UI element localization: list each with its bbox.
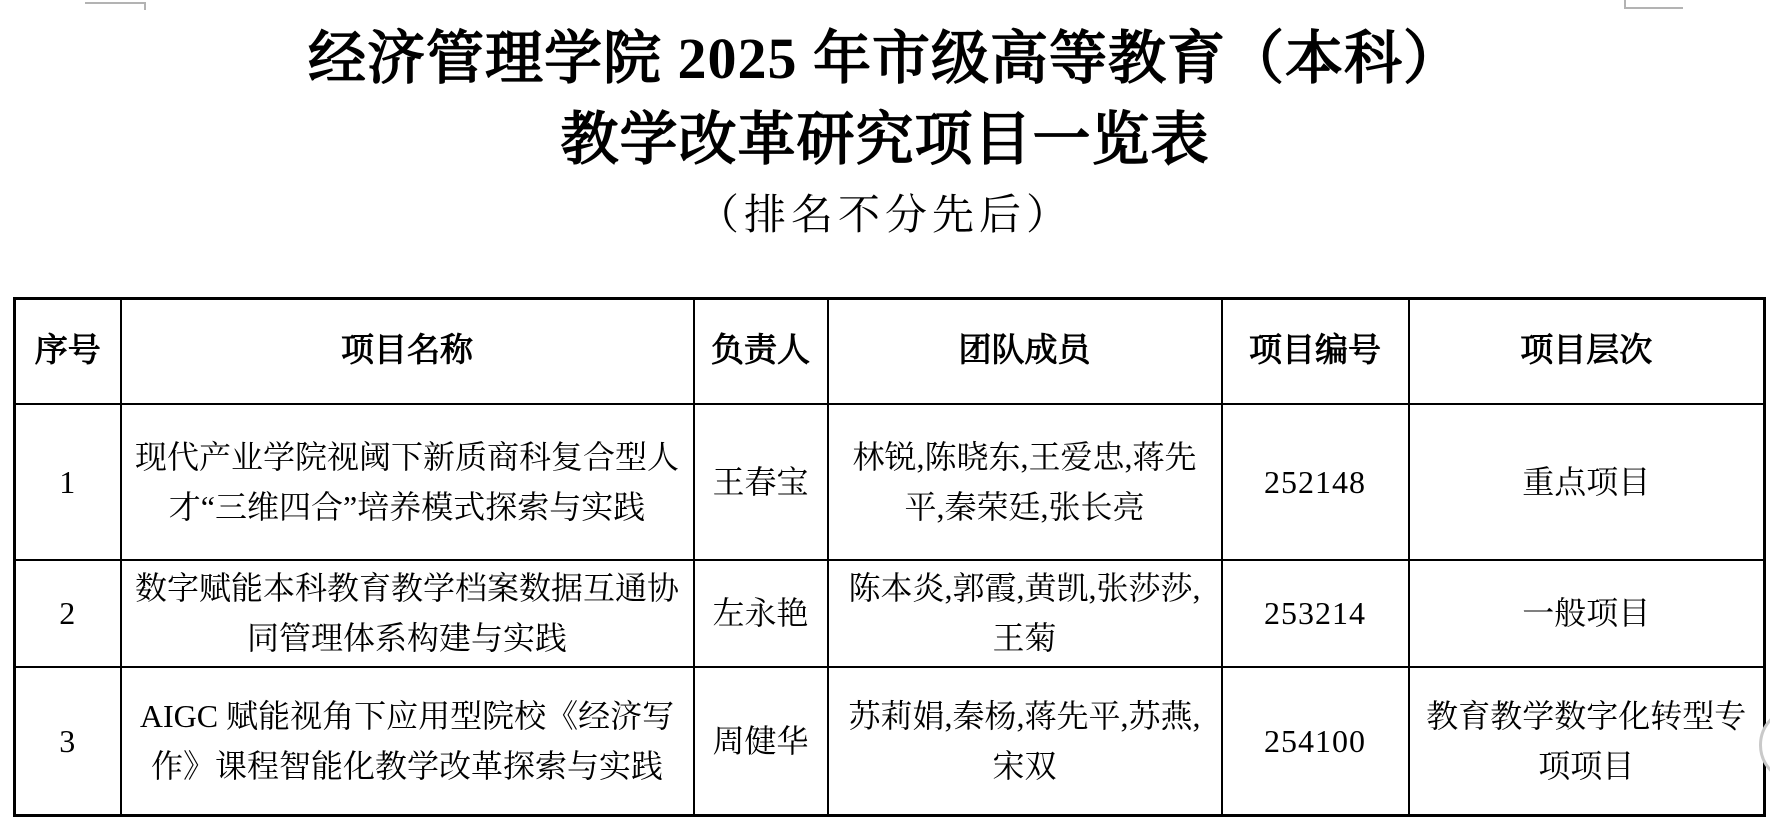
table-header-row [15, 299, 1765, 404]
cell-level: 一般项目 [1409, 560, 1765, 667]
crop-artifact-top-left [85, 2, 146, 10]
header-cell-team: 团队成员 [828, 299, 1222, 404]
document-subtitle: （排名不分先后） [696, 193, 1073, 239]
cell-project-name: 数字赋能本科教育教学档案数据互通协同管理体系构建与实践 [121, 560, 694, 667]
cell-level: 教育教学数字化转型专项项目 [1409, 667, 1765, 816]
cell-seq: 2 [15, 560, 121, 667]
title-line-2: 教学改革研究项目一览表 [560, 107, 1210, 172]
document-title [0, 0, 1770, 180]
table-row [15, 560, 1765, 667]
cell-team: 林锐,陈晓东,王爱忠,蒋先平,秦荣廷,张长亮 [828, 404, 1222, 560]
cell-project-code: 252148 [1222, 404, 1409, 560]
cell-project-code: 253214 [1222, 560, 1409, 667]
table-row [15, 667, 1765, 816]
cell-level: 重点项目 [1409, 404, 1765, 560]
cell-team: 苏莉娟,秦杨,蒋先平,苏燕,宋双 [828, 667, 1222, 816]
crop-artifact-top-right [1624, 0, 1683, 9]
title-line-1: 经济管理学院 2025 年市级高等教育（本科） [307, 26, 1462, 91]
header-cell-leader: 负责人 [694, 299, 828, 404]
cell-seq: 1 [15, 404, 121, 560]
table-row [15, 404, 1765, 560]
cell-leader: 王春宝 [694, 404, 828, 560]
cell-project-name: 现代产业学院视阈下新质商科复合型人才“三维四合”培养模式探索与实践 [121, 404, 694, 560]
cell-project-name: AIGC 赋能视角下应用型院校《经济写作》课程智能化教学改革探索与实践 [121, 667, 694, 816]
header-cell-seq: 序号 [15, 299, 121, 404]
cell-leader: 左永艳 [694, 560, 828, 667]
cell-leader: 周健华 [694, 667, 828, 816]
header-cell-name: 项目名称 [121, 299, 694, 404]
cell-project-code: 254100 [1222, 667, 1409, 816]
header-cell-level: 项目层次 [1409, 299, 1765, 404]
cell-team: 陈本炎,郭霞,黄凯,张莎莎,王菊 [828, 560, 1222, 667]
projects-table [13, 297, 1766, 817]
header-cell-code: 项目编号 [1222, 299, 1409, 404]
cell-seq: 3 [15, 667, 121, 816]
